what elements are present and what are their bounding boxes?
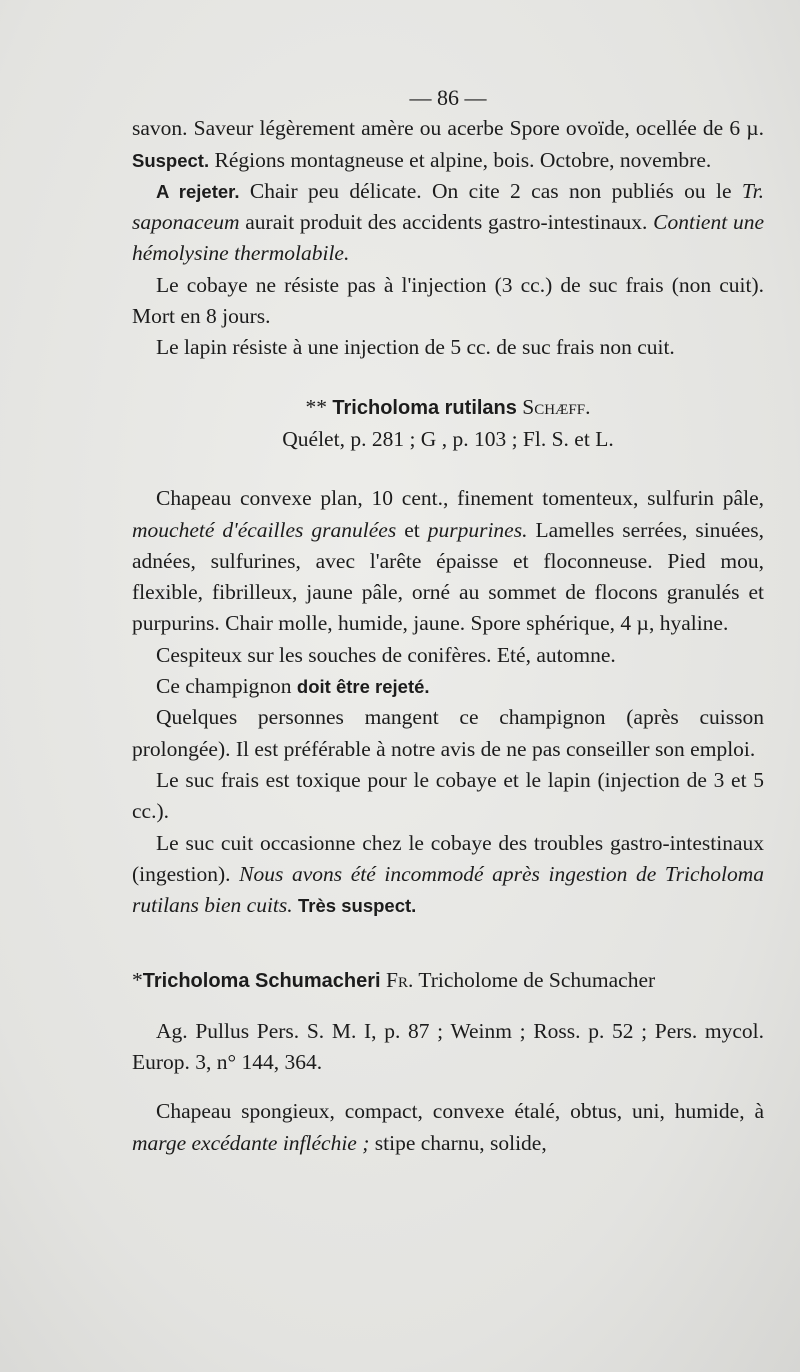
paragraph-chapeau-rutilans [132,483,764,639]
paragraph-suc-frais: Le suc frais est toxique pour le cobaye et le lapin (injection de 3 et 5 cc.). [132,767,764,824]
species-name: Tricholoma rutilans [332,396,517,419]
doit-etre-rejete-label: doit être rejeté. [296,676,430,698]
tres-suspect-label: Très suspect. [298,895,417,917]
species-name: Tricholoma Schumacheri [142,970,381,993]
section-references: Quélet, p. 281 ; G , p. 103 ; Fl. S. et L. [282,426,614,451]
page-number: — 86 — [409,85,487,110]
paragraph-chapeau-schumacheri [132,1096,764,1159]
paragraph-quelques-personnes: Quelques personnes mangent ce champignon (après cuisson prolongée). Il est préférable à notre avis de ne pas conseiller son emploi. [132,705,764,761]
paragraph-savon [132,113,764,176]
text: aurait produit des accidents gastro-intestinaux. [239,210,654,235]
section-heading-rutilans [132,392,764,424]
species-ref: Tr. saponaceum [132,178,764,235]
paragraph-cespiteux: Cespiteux sur les souches de conifères. Eté, automne. [156,642,616,667]
paragraph-a-rejeter [132,176,764,270]
text: Chapeau spongieux, compact, convexe étalé, obtus, uni, humide, à [156,1099,764,1124]
text: Le suc cuit occasionne chez le cobaye des troubles gastro-intestinaux (ingestion). [132,830,764,886]
text: et [396,517,428,542]
page-content [132,82,764,1159]
spacer [132,455,764,483]
italic-text: marge excédante infléchie ; [132,1130,370,1155]
common-name: Tricholome de Schumacher [413,968,656,993]
text: Chair peu délicate. On cite 2 cas non publiés ou le [239,178,742,203]
italic-text: moucheté d'écailles granulées [132,517,397,542]
species-author: Schæff. [516,394,591,419]
text: Ce champignon [156,674,297,699]
a-rejeter-label: A rejeter. [156,180,240,202]
spacer [132,364,764,392]
italic-text: Nous avons été incommodé après ingestion de Tricholoma rutilans bien cuits. [132,861,764,918]
paragraph-lapin: Le lapin résiste à une injection de 5 cc. de suc frais non cuit. [156,335,675,360]
section-heading-schumacheri [132,965,764,997]
text: savon. Saveur légèrement amère ou acerbe Spore ovoïde, ocellée de 6 µ. [132,116,764,141]
paragraph-synonyms: Ag. Pullus Pers. S. M. I, p. 87 ; Weinm ; Ross. p. 52 ; Pers. mycol. Europ. 3, n° 144, 364. [132,1018,764,1075]
spacer [132,1078,764,1096]
paragraph-suc-cuit [132,828,764,922]
hemolysine-note: Contient une hémolysine thermolabile. [132,210,764,266]
spacer [132,921,764,965]
paragraph-rejete [132,671,764,702]
text: Chapeau convexe plan, 10 cent., finement tomenteux, sulfurin pâle, [156,486,764,511]
paragraph-cobaye: Le cobaye ne résiste pas à l'injection (3 cc.) de suc frais (non cuit). Mort en 8 jours. [132,272,764,329]
stars: ** [305,394,333,419]
text: Régions montagneuse et alpine, bois. Octobre, novembre. [209,147,712,172]
text: stipe charnu, solide, [369,1130,547,1155]
species-author: Fr. [380,968,414,993]
spacer [132,998,764,1016]
text: Lamelles serrées, sinuées, adnées, sulfurines, avec l'arête épaisse et floconneuse. Pied mou, flexible, fibrilleux, jaune pâle, orné au sommet de flocons granulés et purpurins. Chair molle, humide, jaune. Spore sphérique, 4 µ, hyaline. [132,517,764,636]
suspect-label: Suspect. [132,149,210,171]
star: * [132,968,143,993]
italic-text: purpurines. [427,517,528,542]
